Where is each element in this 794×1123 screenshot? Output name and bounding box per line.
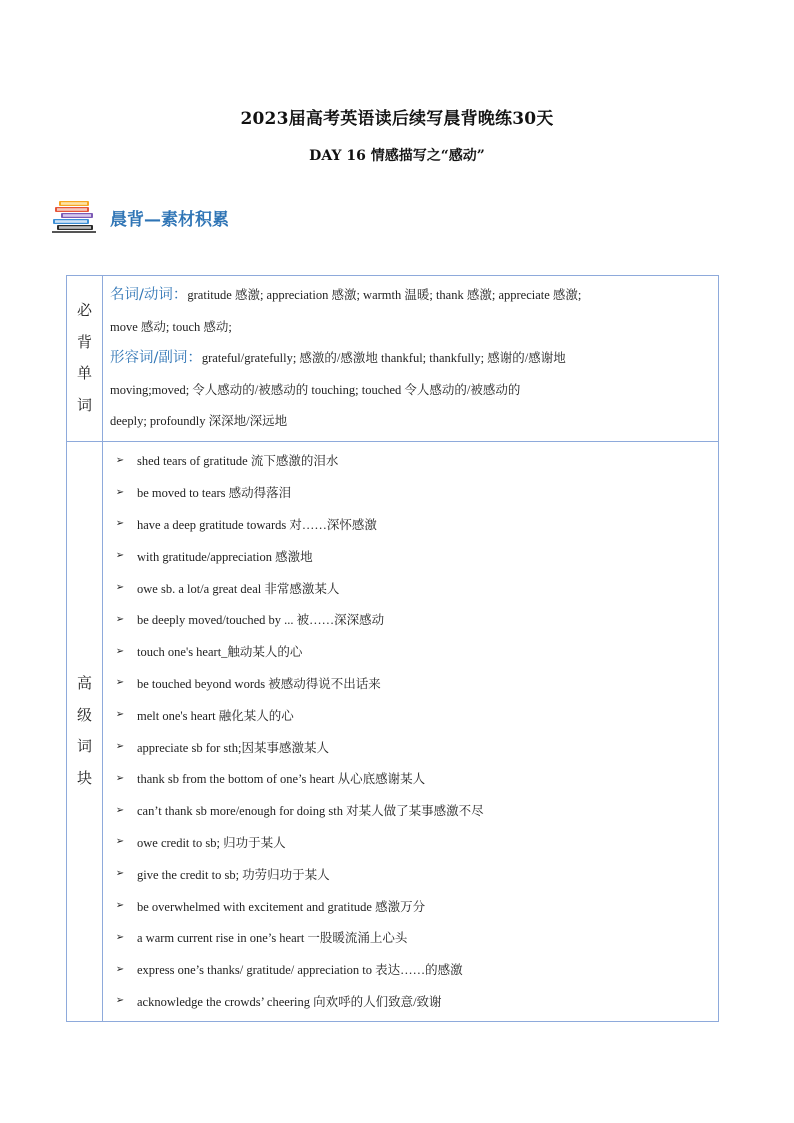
phrase-text: owe credit to sb; 归功于某人 — [137, 835, 286, 850]
arrow-bullet-icon: ➢ — [115, 454, 125, 466]
arrow-bullet-icon: ➢ — [115, 613, 125, 625]
word-line-text: gratitude 感激; appreciation 感激; warmth 温暖; thank 感激; appreciate 感激; — [187, 288, 582, 302]
list-item — [103, 921, 712, 953]
list-item — [103, 476, 712, 508]
side-char: 词 — [76, 737, 92, 756]
arrow-bullet-icon: ➢ — [115, 645, 125, 657]
advanced-phrases-row — [67, 441, 719, 1021]
phrase-text: touch one's heart_触动某人的心 — [137, 645, 303, 660]
list-item — [103, 731, 712, 763]
word-line — [110, 280, 712, 312]
arrow-bullet-icon: ➢ — [115, 772, 125, 784]
list-item — [103, 953, 712, 985]
phrase-text: can’t thank sb more/enough for doing sth 对某人做了某事感激不尽 — [137, 804, 484, 819]
arrow-bullet-icon: ➢ — [115, 931, 125, 943]
required-words-label — [67, 276, 103, 442]
arrow-bullet-icon: ➢ — [115, 582, 125, 594]
arrow-bullet-icon: ➢ — [115, 486, 125, 498]
section-header — [52, 199, 229, 235]
phrase-text: appreciate sb for sth;因某事感激某人 — [137, 740, 329, 755]
arrow-bullet-icon: ➢ — [115, 868, 125, 880]
phrase-text: give the credit to sb; 功劳归功于某人 — [137, 867, 330, 882]
word-line-text: grateful/gratefully; 感激的/感激地 thankful; thankfully; 感谢的/感谢地 — [201, 351, 566, 365]
phrase-text: shed tears of gratitude 流下感激的泪水 — [137, 454, 339, 469]
arrow-bullet-icon: ➢ — [115, 550, 125, 562]
required-words-row — [67, 276, 719, 442]
phrase-text: be overwhelmed with excitement and gratitude 感激万分 — [137, 899, 426, 914]
side-char: 单 — [76, 364, 92, 383]
phrase-text: be touched beyond words 被感动得说不出话来 — [137, 676, 381, 691]
phrase-text: owe sb. a lot/a great deal 非常感激某人 — [137, 581, 340, 596]
phrase-text: have a deep gratitude towards 对……深怀感激 — [137, 517, 377, 532]
word-line — [110, 375, 712, 407]
phrase-text: express one’s thanks/ gratitude/ appreciation to 表达……的感激 — [137, 963, 463, 978]
list-item — [103, 572, 712, 604]
list-item — [103, 826, 712, 858]
side-char: 级 — [76, 705, 92, 724]
list-item — [103, 985, 712, 1017]
document-subtitle: DAY 16 情感描写之“感动” — [309, 148, 485, 164]
word-line-lead: 形容词/副词： — [110, 350, 202, 366]
section-title: 晨背—素材积累 — [110, 209, 229, 230]
list-item — [103, 540, 712, 572]
arrow-bullet-icon: ➢ — [115, 518, 125, 530]
arrow-bullet-icon: ➢ — [115, 804, 125, 816]
advanced-phrases-content — [103, 441, 719, 1021]
document-title: 2023届高考英语读后续写晨背晚练30天 — [240, 109, 554, 129]
side-char: 高 — [76, 674, 92, 693]
phrase-text: a warm current rise in one’s heart 一股暖流涌上心头 — [137, 931, 408, 946]
phrase-text: be moved to tears 感动得落泪 — [137, 486, 292, 501]
phrase-list — [103, 445, 712, 1017]
vocabulary-table — [66, 275, 719, 1022]
list-item — [103, 699, 712, 731]
word-line-text: moving;moved; 令人感动的/被感动的 touching; touched 令人感动的/被感动的 — [110, 382, 521, 397]
word-line — [110, 406, 712, 438]
arrow-bullet-icon: ➢ — [115, 836, 125, 848]
word-line-text: deeply; profoundly 深深地/深远地 — [110, 414, 288, 428]
word-line-lead: 名词/动词： — [110, 287, 188, 303]
phrase-text: with gratitude/appreciation 感激地 — [137, 549, 313, 564]
word-line — [110, 312, 712, 344]
list-item — [103, 858, 712, 890]
word-line-text: move 感动; touch 感动; — [110, 319, 232, 334]
arrow-bullet-icon: ➢ — [115, 677, 125, 689]
arrow-bullet-icon: ➢ — [115, 741, 125, 753]
list-item — [103, 445, 712, 477]
arrow-bullet-icon: ➢ — [115, 709, 125, 721]
required-words-content — [103, 276, 719, 442]
advanced-phrases-label — [67, 441, 103, 1021]
list-item — [103, 794, 712, 826]
books-icon — [52, 199, 96, 235]
list-item — [103, 890, 712, 922]
phrase-text: acknowledge the crowds’ cheering 向欢呼的人们致意/致谢 — [137, 994, 442, 1009]
side-char: 词 — [76, 395, 92, 414]
list-item — [103, 508, 712, 540]
phrase-text: thank sb from the bottom of one’s heart 从心底感谢某人 — [137, 772, 426, 787]
word-line — [110, 343, 712, 375]
side-char: 背 — [76, 332, 92, 351]
list-item — [103, 635, 712, 667]
side-char: 块 — [76, 768, 92, 787]
phrase-text: melt one's heart 融化某人的心 — [137, 708, 294, 723]
arrow-bullet-icon: ➢ — [115, 995, 125, 1007]
side-char: 必 — [76, 301, 92, 320]
list-item — [103, 603, 712, 635]
phrase-text: be deeply moved/touched by ... 被……深深感动 — [137, 613, 385, 628]
list-item — [103, 762, 712, 794]
arrow-bullet-icon: ➢ — [115, 900, 125, 912]
list-item — [103, 667, 712, 699]
arrow-bullet-icon: ➢ — [115, 963, 125, 975]
